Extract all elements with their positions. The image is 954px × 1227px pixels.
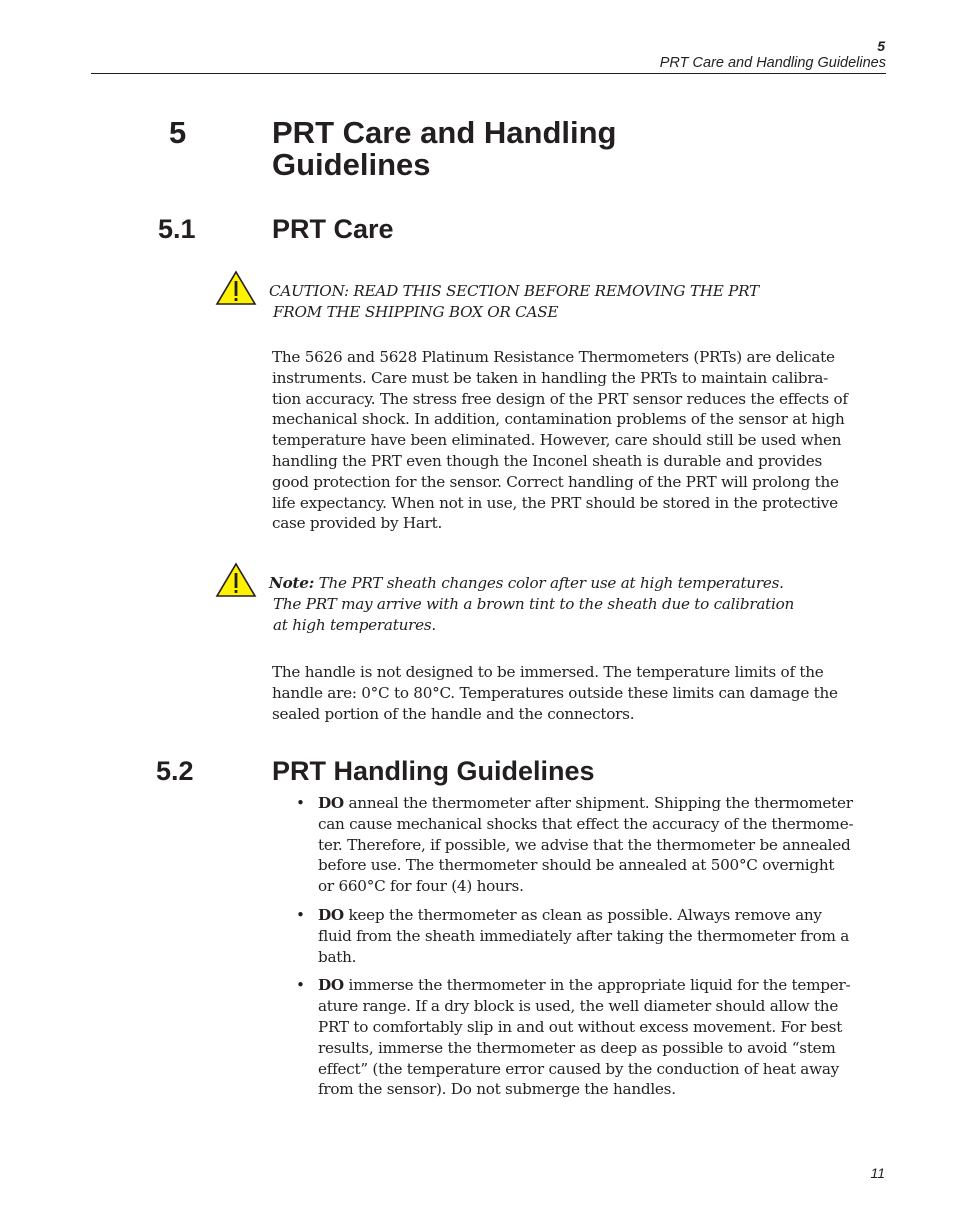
paragraph-line: case provided by Hart.: [272, 514, 443, 533]
caution-line-2: FROM THE SHIPPING BOX OR CASE: [273, 302, 559, 321]
section-5-2-number: 5.2: [156, 756, 194, 786]
chapter-title-line-2: Guidelines: [272, 147, 431, 182]
list-item-text: immerse the thermometer in the appropriate liquid for the temper-: [343, 976, 851, 995]
list-item-line: results, immerse the thermometer as deep as possible to avoid “stem: [318, 1038, 836, 1057]
chapter-title: [272, 117, 616, 181]
paragraph-line: The handle is not designed to be immersed. The temperature limits of the: [272, 663, 824, 681]
list-item-line-1: [318, 793, 887, 814]
running-header-title: PRT Care and Handling Guidelines: [659, 55, 886, 71]
chapter-title-line-1: PRT Care and Handling: [272, 115, 617, 150]
paragraph-line: instruments. Care must be taken in handling the PRTs to maintain calibra-: [272, 368, 829, 387]
list-item-line: from the sensor). Do not submerge the handles.: [318, 1080, 676, 1099]
chapter-number: 5: [169, 115, 187, 150]
paragraph-line: good protection for the sensor. Correct handling of the PRT will prolong the: [272, 472, 839, 491]
list-item-line: PRT to comfortably slip in and out without excess movement. For best: [318, 1017, 843, 1036]
bullet-icon: •: [296, 905, 305, 924]
list-item-line: fluid from the sheath immediately after taking the thermometer from a: [318, 926, 849, 945]
paragraph-line: sealed portion of the handle and the connectors.: [272, 704, 635, 723]
list-item-text: keep the thermometer as clean as possible. Always remove any: [343, 905, 822, 924]
note-line-3: at high temperatures.: [273, 615, 436, 634]
page-number: 11: [870, 1165, 885, 1181]
do-keyword: DO: [318, 976, 344, 995]
note-line-1-text: The PRT sheath changes color after use at high temperatures.: [314, 574, 784, 592]
caution-line-1: CAUTION: READ THIS SECTION BEFORE REMOVING THE PRT: [269, 282, 759, 300]
note-line-1: [269, 573, 794, 594]
section-5-1-number: 5.1: [158, 214, 196, 244]
list-item-line-1: [318, 905, 887, 926]
paragraph-line: The 5626 and 5628 Platinum Resistance Thermometers (PRTs) are delicate: [272, 348, 835, 366]
paragraph-line: life expectancy. When not in use, the PRT should be stored in the protective: [272, 493, 838, 512]
section-5-2-title: PRT Handling Guidelines: [272, 756, 595, 786]
list-item-line: or 660°C for four (4) hours.: [318, 877, 524, 896]
note-line-2: The PRT may arrive with a brown tint to the sheath due to calibration: [273, 594, 795, 613]
paragraph-line: handling the PRT even though the Inconel sheath is durable and provides: [272, 451, 823, 470]
list-item-text: anneal the thermometer after shipment. Shipping the thermometer: [343, 794, 853, 812]
paragraph-line: tion accuracy. The stress free design of the PRT sensor reduces the effects of: [272, 389, 848, 408]
header-rule: [91, 73, 886, 74]
paragraph-line: handle are: 0°C to 80°C. Temperatures outside these limits can damage the: [272, 683, 838, 702]
list-item-line: before use. The thermometer should be annealed at 500°C overnight: [318, 856, 835, 875]
section-5-1-title: PRT Care: [272, 214, 394, 244]
list-item-line: can cause mechanical shocks that effect the accuracy of the thermome-: [318, 814, 854, 833]
bullet-icon: •: [296, 794, 305, 812]
prt-care-paragraph: [272, 347, 848, 534]
list-item-line: ature range. If a dry block is used, the well diameter should allow the: [318, 997, 839, 1016]
caution-text: [269, 281, 759, 323]
bullet-icon: •: [296, 976, 305, 995]
warning-triangle-icon: [215, 562, 257, 598]
running-header-chapter-number: 5: [877, 38, 885, 54]
warning-triangle-icon: [215, 270, 257, 306]
list-item: [295, 975, 887, 1100]
paragraph-line: temperature have been eliminated. However, care should still be used when: [272, 431, 842, 450]
list-item: [295, 793, 887, 897]
list-item-line: bath.: [318, 947, 357, 966]
list-item-line: ter. Therefore, if possible, we advise that the thermometer be annealed: [318, 835, 851, 854]
note-text: [269, 573, 794, 635]
handle-limits-paragraph: [272, 662, 838, 724]
do-keyword: DO: [318, 794, 344, 812]
list-item-line: effect” (the temperature error caused by the conduction of heat away: [318, 1059, 839, 1078]
do-keyword: DO: [318, 905, 344, 924]
paragraph-line: mechanical shock. In addition, contamination problems of the sensor at high: [272, 410, 845, 429]
handling-guidelines-list: [295, 793, 887, 1108]
list-item-line-1: [318, 975, 887, 996]
list-item: [295, 905, 887, 967]
note-label: Note:: [269, 574, 315, 592]
